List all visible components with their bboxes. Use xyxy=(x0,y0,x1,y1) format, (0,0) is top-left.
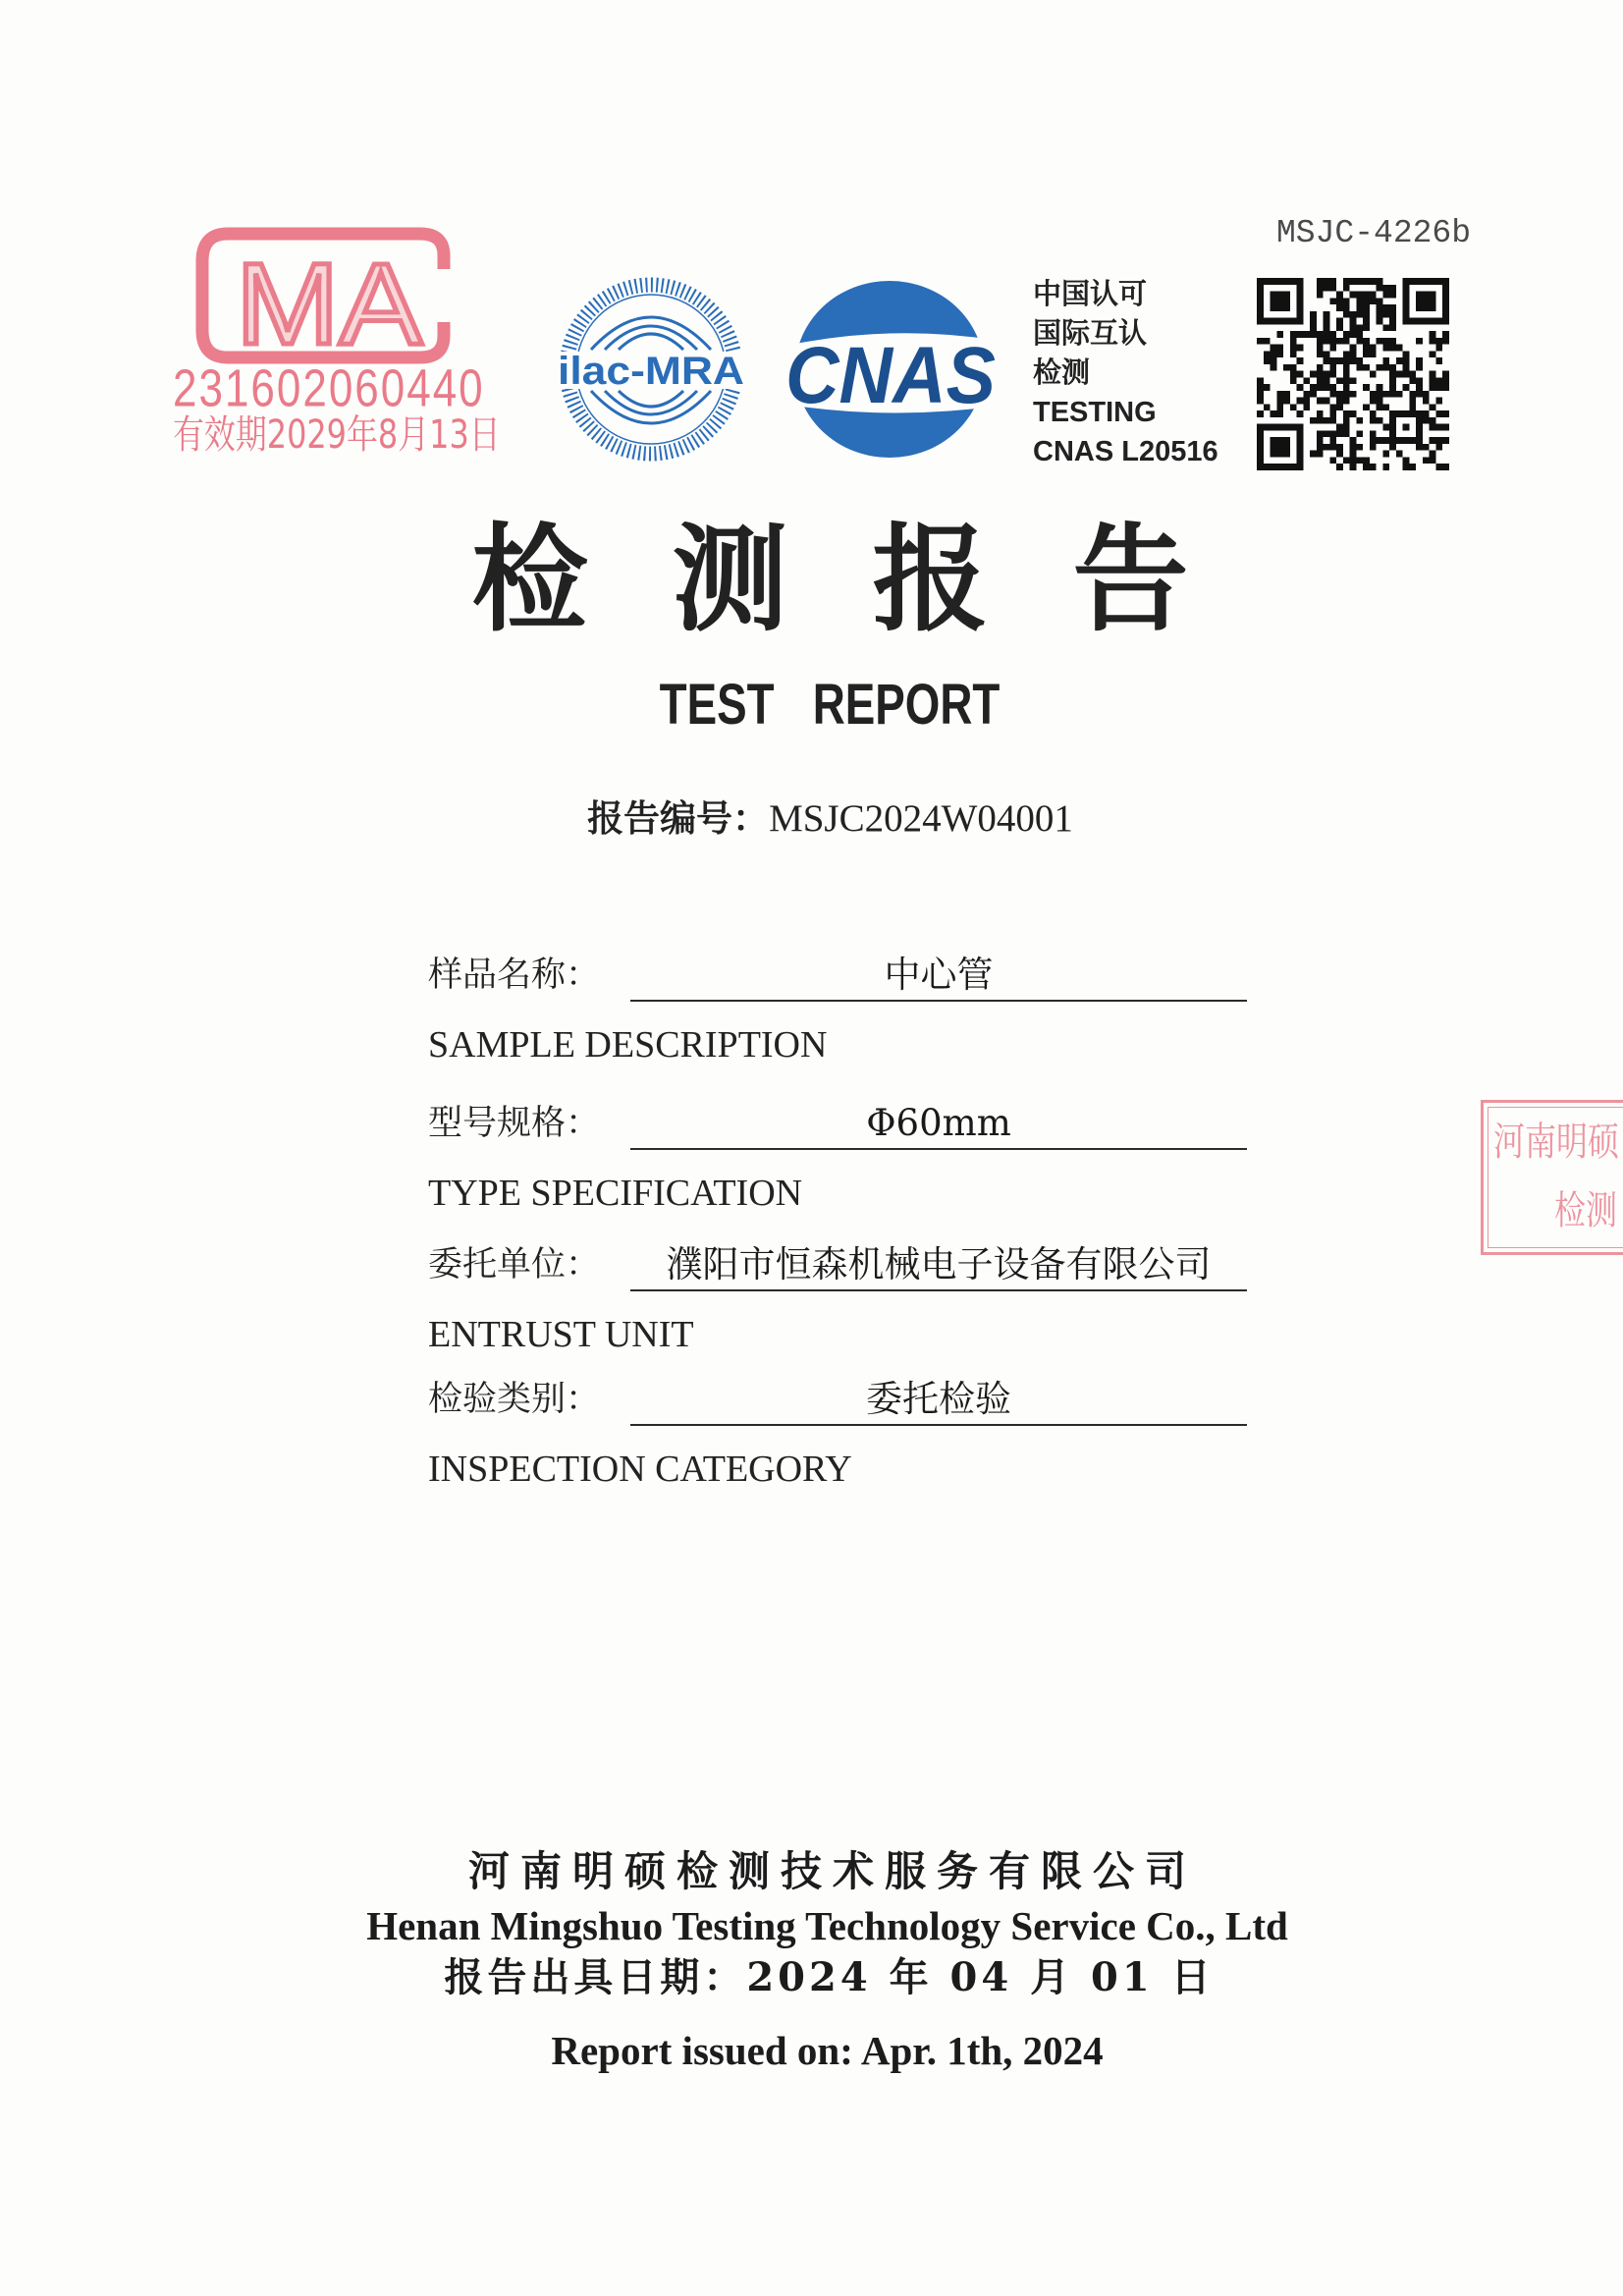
field-label-en: TYPE SPECIFICATION xyxy=(428,1173,803,1214)
cma-stamp-letters: MA xyxy=(236,240,423,367)
report-title-en-wrap xyxy=(37,673,1623,738)
company-name-cn: 河南明硕检测技术服务有限公司 xyxy=(467,1847,1197,1895)
field-type-specification xyxy=(0,1097,1623,1234)
report-title-en: TEST REPORT xyxy=(660,673,1001,738)
accreditation-line: TESTING xyxy=(1033,397,1157,428)
report-number xyxy=(37,795,1623,849)
field-value: Φ60mm xyxy=(630,1099,1247,1150)
field-label-cn: 样品名称： xyxy=(428,956,601,995)
cma-certificate-number: 231602060440 xyxy=(173,359,485,418)
document-code: MSJC-4226b xyxy=(1276,215,1472,251)
ilac-mra-logo xyxy=(556,265,746,473)
accreditation-line: 中国认可 xyxy=(1033,279,1148,310)
cnas-logo-text: CNAS xyxy=(785,331,996,420)
side-seal-line-2: 检测 xyxy=(1553,1186,1617,1233)
field-entrust-unit xyxy=(0,1238,1623,1376)
field-label-cn: 委托单位： xyxy=(428,1245,601,1285)
company-name-en: Henan Mingshuo Testing Technology Service Co., Ltd xyxy=(366,1903,1288,1948)
field-label-cn: 检验类别： xyxy=(428,1380,601,1419)
accreditation-block xyxy=(1033,275,1218,471)
ilac-logo-text: ilac-MRA xyxy=(558,350,744,393)
field-label-en: ENTRUST UNIT xyxy=(428,1314,694,1355)
report-number-value: MSJC2024W04001 xyxy=(769,797,1073,840)
side-seal-line-1: 河南明硕 xyxy=(1493,1118,1620,1165)
field-label-en: INSPECTION CATEGORY xyxy=(428,1449,852,1490)
report-title-cn: 检测报告 xyxy=(471,511,1273,647)
accreditation-line: 国际互认 xyxy=(1033,318,1148,350)
cma-stamp-logo xyxy=(192,224,460,367)
field-value: 濮阳市恒森机械电子设备有限公司 xyxy=(630,1240,1247,1291)
ilac-top-arcs xyxy=(591,317,711,350)
field-sample-description xyxy=(0,949,1623,1086)
field-label-en: SAMPLE DESCRIPTION xyxy=(428,1024,828,1066)
cnas-logo xyxy=(782,278,1000,461)
field-value: 中心管 xyxy=(630,951,1247,1002)
cma-validity-date: 有效期2029年8月13日 xyxy=(173,411,501,458)
field-inspection-category xyxy=(0,1373,1623,1510)
ilac-bottom-arcs xyxy=(591,391,711,423)
report-number-label: 报告编号： xyxy=(587,797,770,840)
side-seal-stamp xyxy=(1481,1100,1623,1255)
field-value: 委托检验 xyxy=(630,1375,1247,1426)
issue-date-cn: 报告出具日期：2024 年 04 月 01 日 xyxy=(444,1954,1215,2000)
qr-code-icon xyxy=(1257,278,1449,470)
field-label-cn: 型号规格： xyxy=(428,1104,601,1143)
issue-date-en: Report issued on: Apr. 1th, 2024 xyxy=(551,2028,1104,2073)
accreditation-number: CNAS L20516 xyxy=(1033,436,1218,467)
accreditation-line: 检测 xyxy=(1033,357,1091,389)
